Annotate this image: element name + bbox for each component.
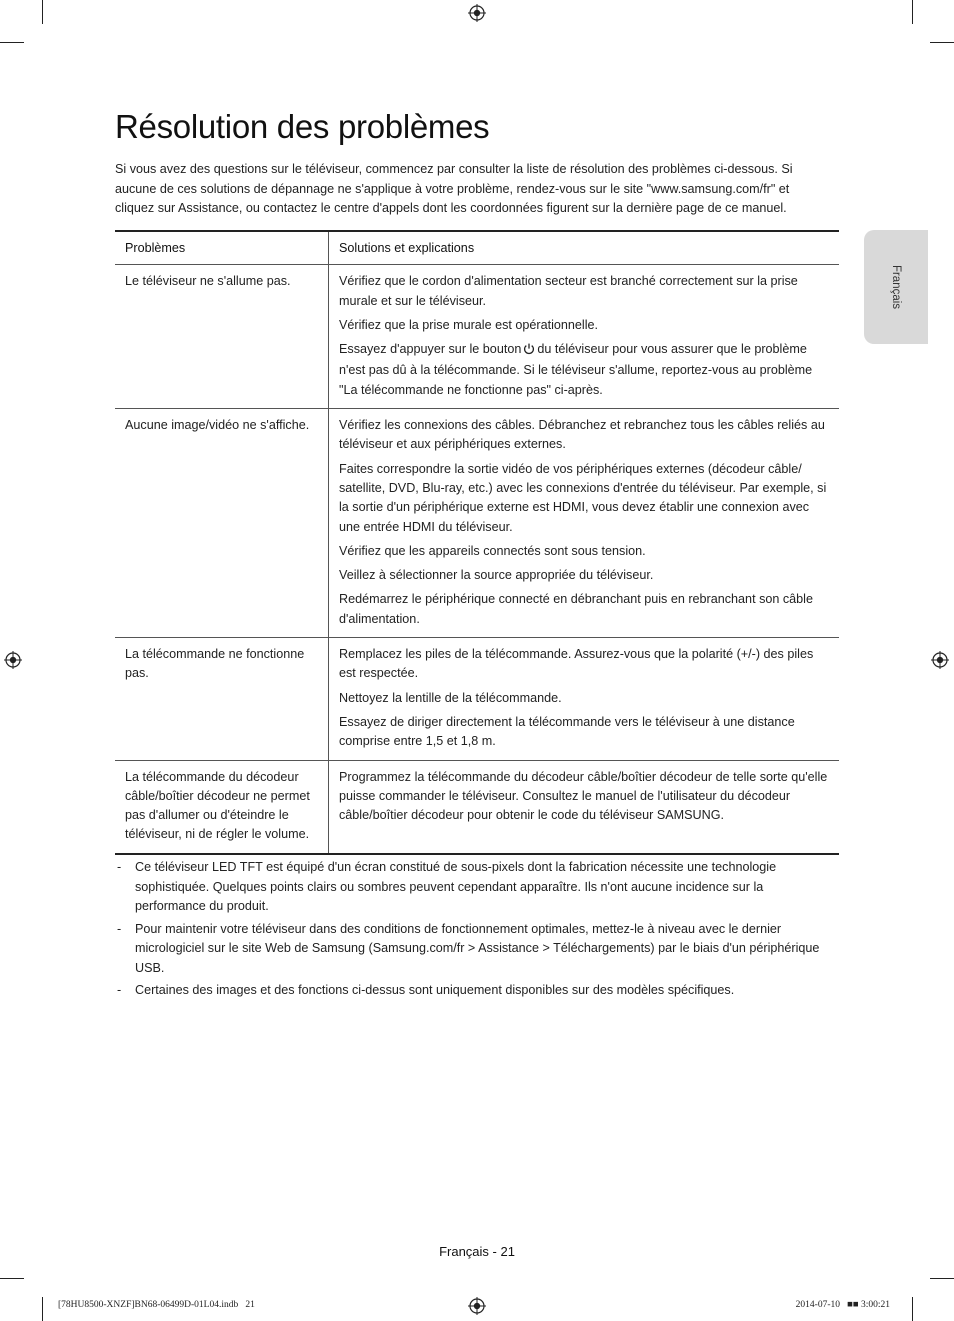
problem-cell: La télécommande ne fonctionne pas. [115, 638, 329, 760]
solution-text: Faites correspondre la sortie vidéo de vos périphériques externes (décodeur câble/ satellite, DVD, Blu-ray, etc.) avec les connexions d'entrée du téléviseur. Par exemple, si la sortie d'un périphérique externe est HDMI, vous devez établir une connexion avec une entrée HDMI du téléviseur. [339, 461, 827, 534]
solution-text: Nettoyez la lentille de la télécommande. [339, 690, 562, 705]
page-number-text: Français - 21 [439, 1244, 515, 1259]
table-header-row [115, 231, 839, 265]
power-note-before: Essayez d'appuyer sur le bouton [339, 342, 522, 357]
list-item [115, 920, 825, 979]
header-problems: Problèmes [115, 231, 329, 265]
note-dash: - [117, 921, 122, 936]
solution-cell [329, 638, 840, 760]
problem-cell: Aucune image/vidéo ne s'affiche. [115, 409, 329, 638]
troubleshooting-table [115, 230, 839, 855]
crop-mark [930, 1278, 954, 1279]
list-item [115, 981, 825, 1001]
crop-mark [42, 1297, 43, 1321]
power-note-after: du téléviseur pour vous assurer que le problème n'est pas dû à la télécommande. Si le téléviseur s'allume, reportez-vous au problème "La télécommande ne fonctionne pas" ci-après. [339, 342, 813, 397]
note-text: Certaines des images et des fonctions ci-dessus sont uniquement disponibles sur des modèles spécifiques. [135, 983, 735, 997]
header-solutions: Solutions et explications [329, 231, 840, 265]
table-row [115, 760, 839, 854]
solution-text: Vérifiez que la prise murale est opérationnelle. [339, 317, 599, 332]
footer-file-info: [78HU8500-XNZF]BN68-06499D-01L04.indb 21 [58, 1300, 255, 1310]
crop-mark [930, 42, 954, 43]
crop-mark [0, 42, 24, 43]
note-text: Pour maintenir votre téléviseur dans des conditions de fonctionnement optimales, mettez-le à niveau avec le dernier micrologiciel sur le site Web de Samsung (Samsung.com/fr > Assistance > Téléchargements) par le biais d'un périphérique USB. [135, 921, 820, 975]
note-dash: - [117, 983, 122, 997]
language-side-tab [864, 230, 928, 344]
solution-text: Vérifiez que le cordon d'alimentation secteur est branché correctement sur la prise murale et sur le téléviseur. [339, 274, 798, 308]
note-text: Ce téléviseur LED TFT est équipé d'un écran constitué de sous-pixels dont la fabrication nécessite une technologie sophistiquée. Quelques points clairs ou sombres peuvent cependant apparaître. Ils n'ont aucune incidence sur la performance du produit. [135, 860, 777, 913]
registration-mark-icon [4, 651, 22, 669]
solution-text: Essayez de diriger directement la télécommande vers le téléviseur à une distance comprise entre 1,5 et 1,8 m. [339, 714, 795, 749]
solution-text: Redémarrez le périphérique connecté en débranchant puis en rebranchant son câble d'alimentation. [339, 592, 813, 626]
registration-mark-icon [468, 4, 486, 22]
solution-cell [329, 760, 840, 854]
solution-text: Vérifiez les connexions des câbles. Débranchez et rebranchez tous les câbles reliés au téléviseur et aux périphériques externes. [339, 418, 825, 452]
table-row [115, 265, 839, 409]
solution-text: Veillez à sélectionner la source appropriée du téléviseur. [339, 568, 654, 583]
page-number [0, 1244, 954, 1259]
page-title: Résolution des problèmes [115, 108, 490, 145]
power-icon [523, 342, 535, 361]
solution-text: Programmez la télécommande du décodeur câble/boîtier décodeur de telle sorte qu'elle puisse commander le téléviseur. Consultez le manuel de l'utilisateur du décodeur câble/boîtier décodeur pour obtenir le code du téléviseur SAMSUNG. [339, 769, 828, 823]
solution-text: Vérifiez que les appareils connectés sont sous tension. [339, 543, 646, 558]
crop-mark [42, 0, 43, 24]
solution-text: Remplacez les piles de la télécommande. Assurez-vous que la polarité (+/-) des piles est respectée. [339, 647, 814, 681]
crop-mark [912, 1297, 913, 1321]
registration-mark-icon [931, 651, 949, 669]
notes-list [115, 858, 825, 1004]
problem-cell: Le téléviseur ne s'allume pas. [115, 265, 329, 409]
crop-mark [0, 1278, 24, 1279]
footer-datetime: 2014-07-10 ■■ 3:00:21 [795, 1300, 890, 1310]
solution-cell [329, 265, 840, 409]
table-row [115, 638, 839, 760]
note-dash: - [117, 860, 122, 874]
list-item [115, 858, 825, 917]
intro-paragraph: Si vous avez des questions sur le téléviseur, commencez par consulter la liste de résolution des problèmes ci-dessous. Si aucune de ces solutions de dépannage ne s'applique à votre problème, rendez-vous sur le site "www.samsung.com/fr" et cliquez sur Assistance, ou contactez le centre d'appels dont les coordonnées figurent sur la dernière page de ce manuel. [115, 162, 793, 215]
solution-text [339, 340, 829, 400]
registration-mark-icon [468, 1297, 486, 1315]
problem-cell: La télécommande du décodeur câble/boîtier décodeur ne permet pas d'allumer ou d'éteindre le téléviseur, ni de régler le volume. [115, 760, 329, 854]
crop-mark [912, 0, 913, 24]
solution-cell [329, 409, 840, 638]
side-tab-label: Français [890, 264, 902, 310]
table-row [115, 409, 839, 638]
